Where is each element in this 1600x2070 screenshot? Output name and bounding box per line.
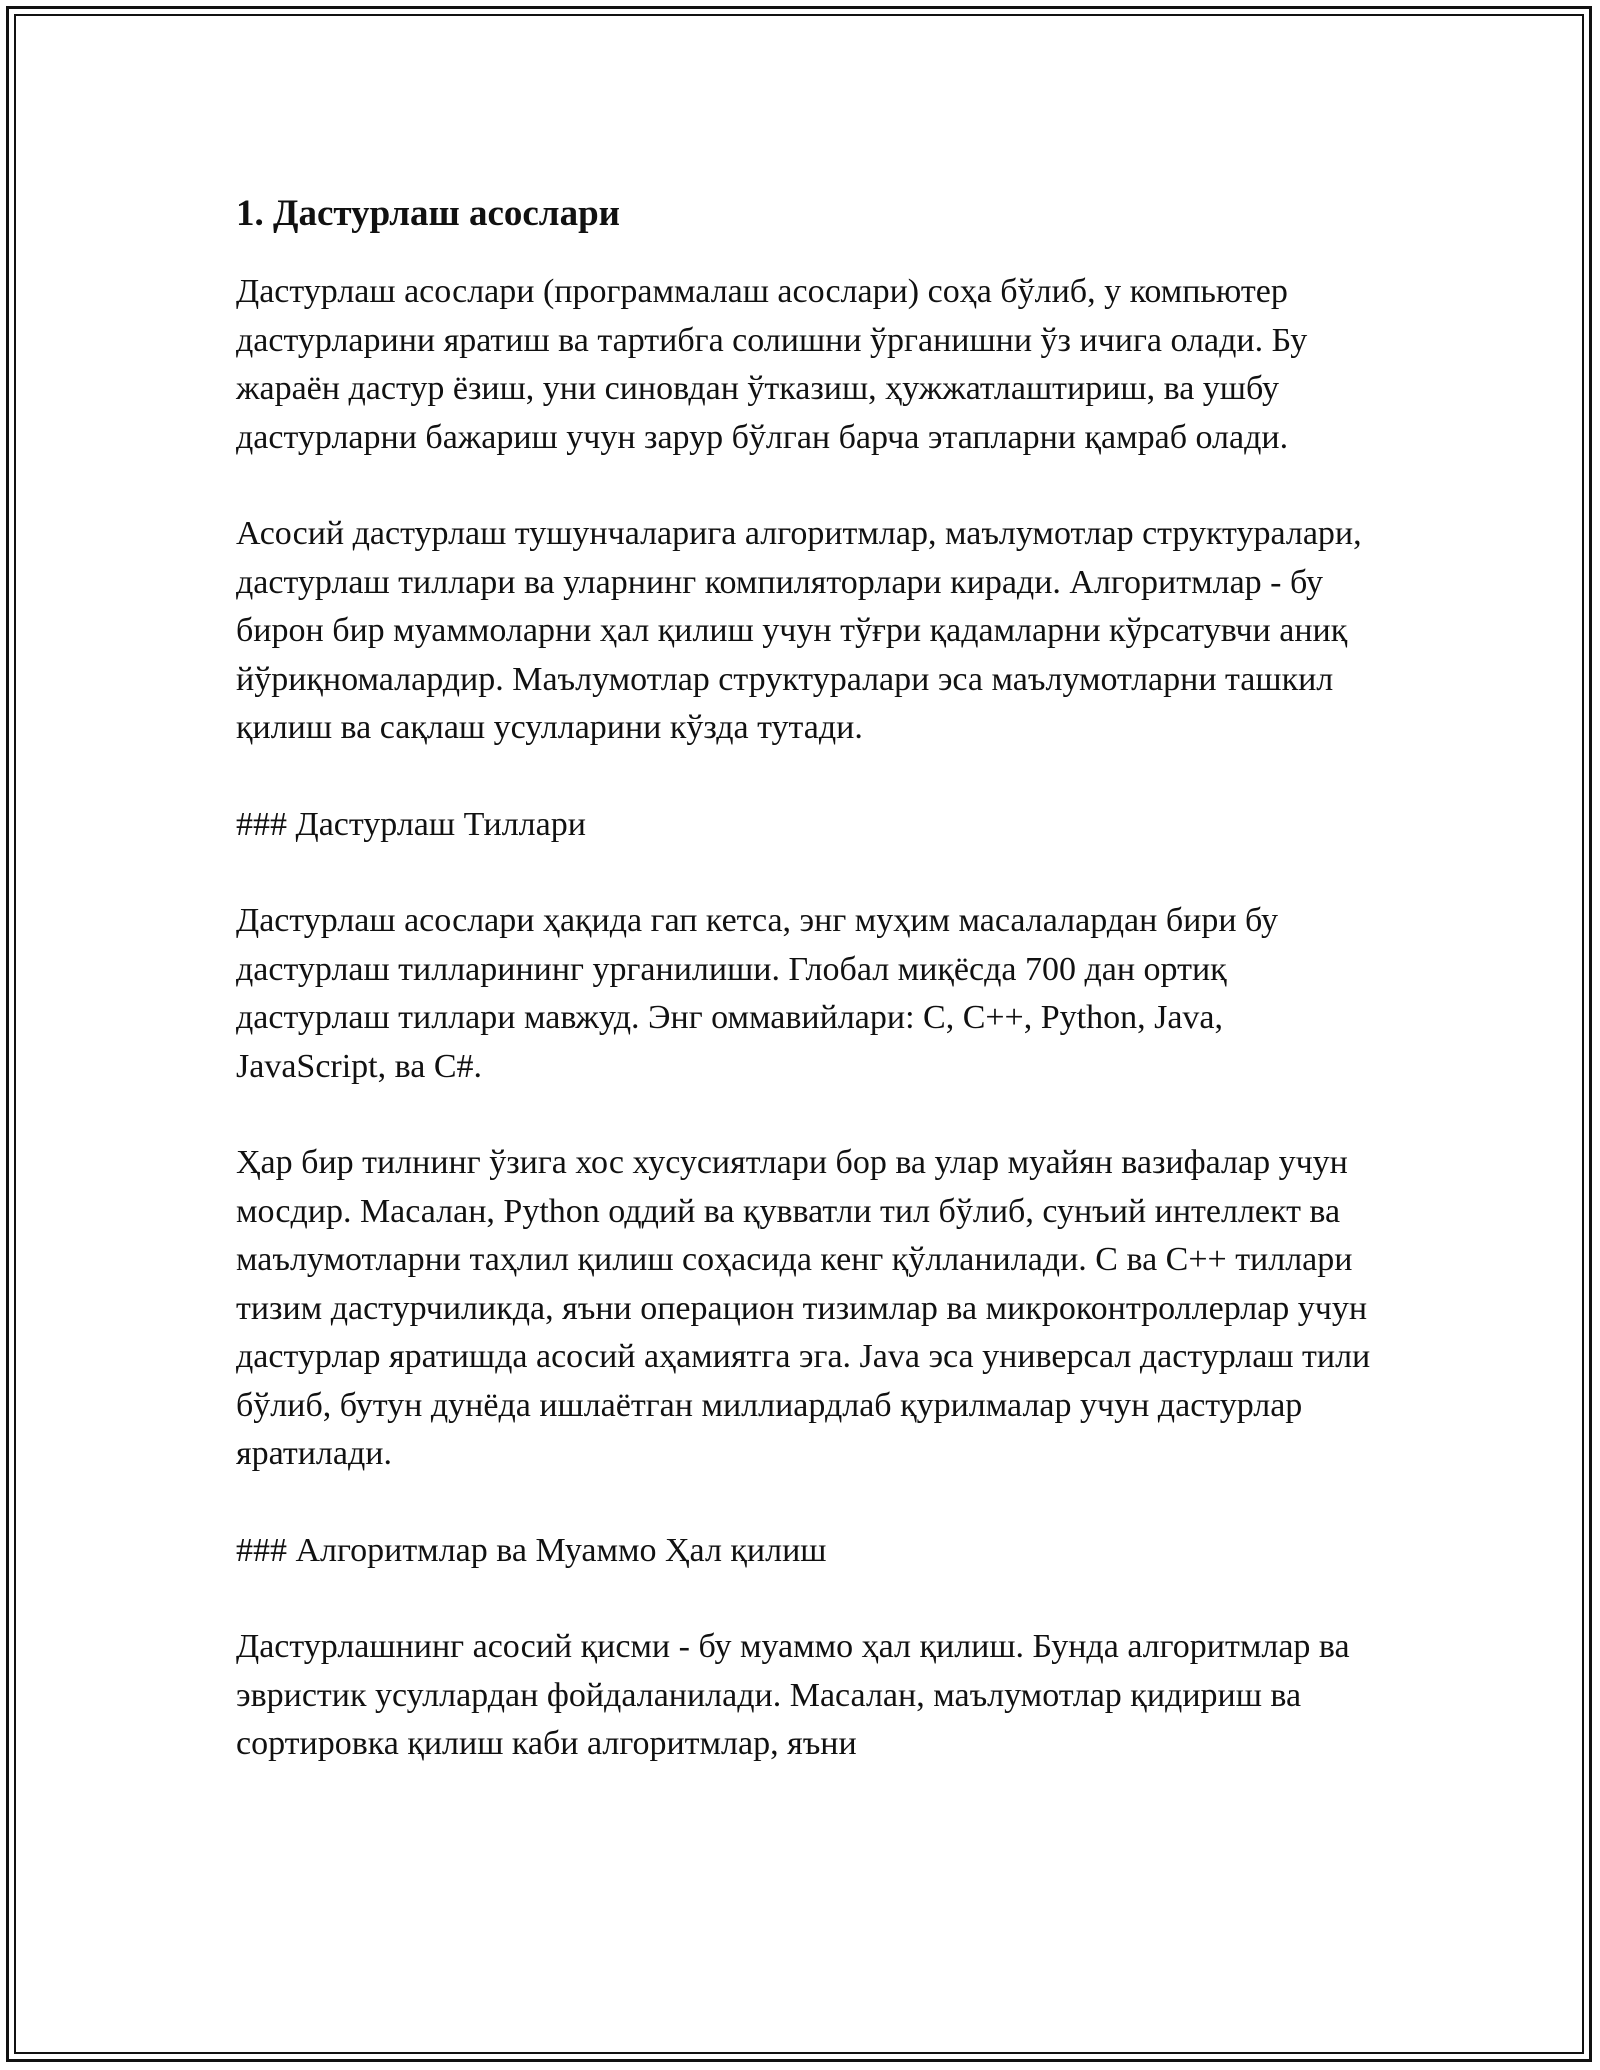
document-body <box>236 188 1374 1769</box>
section-heading-languages: ### Дастурлаш Тиллари <box>236 805 586 843</box>
document-title: 1. Дастурлаш асослари <box>236 193 620 234</box>
paragraph-problem-solving: Дастурлашнинг асосий қисми - бу муаммо ҳал қилиш. Бунда алгоритмлар ва эвристик усуллардан фойдаланилади. Масалан, маълумотлар қидириш ва сортировка қилиш каби алгоритмлар, яъни <box>236 1628 1350 1762</box>
section-heading-algorithms: ### Алгоритмлар ва Муаммо Ҳал қилиш <box>236 1531 827 1569</box>
paragraph-intro: Дастурлаш асослари (программалаш асослари) соҳа бўлиб, у компьютер дастурларини яратиш ва тартибга солишни ўрганишни ўз ичига олади. Бу жараён дастур ёзиш, уни синовдан ўтказиш, ҳужжатлаштириш, ва ушбу дастурларни бажариш учун зарур бўлган барча этапларни қамраб олади. <box>236 273 1308 456</box>
paragraph-concepts: Асосий дастурлаш тушунчаларига алгоритмлар, маълумотлар структуралари, дастурлаш тиллари ва уларнинг компиляторлари киради. Алгоритмлар - бу бирон бир муаммоларни ҳал қилиш учун тўғри қадамларни кўрсатувчи аниқ йўриқномалардир. Маълумотлар структуралари эса маълумотларни ташкил қилиш ва сақлаш усулларини кўзда тутади. <box>236 515 1362 746</box>
paragraph-languages-details: Ҳар бир тилнинг ўзига хос хусусиятлари бор ва улар муайян вазифалар учун мосдир. Масалан, Python оддий ва қувватли тил бўлиб, сунъий интеллект ва маълумотларни таҳлил қилиш соҳасида кенг қўлланилади. C ва C++ тиллари тизим дастурчиликда, яъни операцион тизимлар ва микроконтроллерлар учун дастурлар яратишда асосий аҳамиятга эга. Java эса универсал дастурлаш тили бўлиб, бутун дунёда ишлаётган миллиардлаб қурилмалар учун дастурлар яратилади. <box>236 1144 1371 1472</box>
paragraph-languages-overview: Дастурлаш асослари ҳақида гап кетса, энг муҳим масалалардан бири бу дастурлаш тилларининг урганилиши. Глобал миқёсда 700 дан ортиқ дастурлаш тиллари мавжуд. Энг оммавийлари: C, C++, Python, Java, JavaScript, ва C#. <box>236 902 1279 1085</box>
